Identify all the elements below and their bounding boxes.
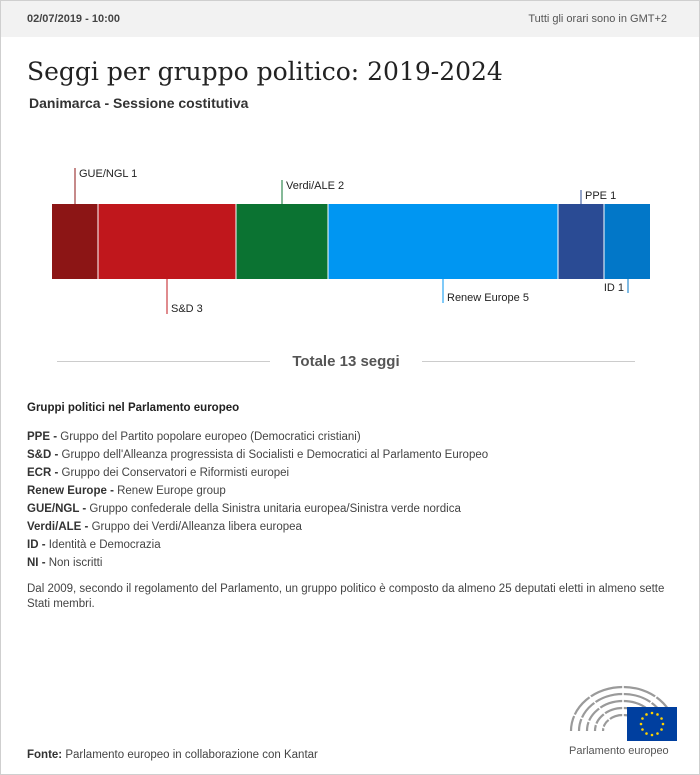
source-text: Parlamento europeo in collaborazione con Kantar xyxy=(65,749,318,761)
groups-heading: Gruppi politici nel Parlamento europeo xyxy=(27,402,240,414)
source-label: Fonte: xyxy=(27,749,63,761)
divider-left xyxy=(57,361,270,362)
bar-segment-verdi-ale xyxy=(236,204,328,279)
data-label-renew-europe: Renew Europe 5 xyxy=(447,292,529,304)
data-label-gue-ngl: GUE/NGL 1 xyxy=(79,168,138,180)
group-name: Identità e Democrazia xyxy=(48,539,161,551)
group-abbr: Verdi/ALE - xyxy=(27,521,89,533)
group-name: Non iscritti xyxy=(48,557,103,569)
group-item xyxy=(27,554,488,572)
data-label-verdi-ale: Verdi/ALE 2 xyxy=(286,180,345,192)
group-item xyxy=(27,536,488,554)
timezone-note: Tutti gli orari sono in GMT+2 xyxy=(528,13,667,25)
group-item xyxy=(27,500,488,518)
bar-segment-gue-ngl xyxy=(52,204,98,279)
group-abbr: ECR - xyxy=(27,467,59,479)
group-name: Gruppo del Partito popolare europeo (Democratici cristiani) xyxy=(60,431,361,443)
group-abbr: GUE/NGL - xyxy=(27,503,87,515)
page-subtitle: Danimarca - Sessione costitutiva xyxy=(29,95,249,111)
group-abbr: S&D - xyxy=(27,449,59,461)
divider-right xyxy=(422,361,635,362)
logo-text: Parlamento europeo xyxy=(569,745,669,757)
rules-note: Dal 2009, secondo il regolamento del Parlamento, un gruppo politico è composto da almeno 25 deputati eletti in almeno sette Stati membri. xyxy=(27,583,665,610)
group-item xyxy=(27,428,488,446)
group-name: Gruppo dell'Alleanza progressista di Socialisti e Democratici al Parlamento Europeo xyxy=(61,449,489,461)
group-name: Gruppo dei Conservatori e Riformisti europei xyxy=(61,467,290,479)
page-title: Seggi per gruppo politico: 2019-2024 xyxy=(27,57,503,86)
data-label-id: ID 1 xyxy=(603,282,624,294)
group-name: Renew Europe group xyxy=(117,485,226,497)
group-abbr: ID - xyxy=(27,539,46,551)
group-name: Gruppo confederale della Sinistra unitaria europea/Sinistra verde nordica xyxy=(89,503,461,515)
bar-segment-s-d xyxy=(98,204,236,279)
group-item xyxy=(27,464,488,482)
groups-legend-list xyxy=(27,428,488,572)
top-bar xyxy=(1,1,699,37)
group-item xyxy=(27,446,488,464)
update-timestamp: 02/07/2019 - 10:00 xyxy=(27,13,120,25)
bar-segment-ppe xyxy=(558,204,604,279)
total-seats-label: Totale 13 seggi xyxy=(292,353,400,370)
group-name: Gruppo dei Verdi/Alleanza libera europea xyxy=(91,521,302,533)
group-abbr: NI - xyxy=(27,557,46,569)
group-abbr: Renew Europe - xyxy=(27,485,114,497)
group-item xyxy=(27,482,488,500)
data-label-ppe: PPE 1 xyxy=(585,190,617,202)
group-item xyxy=(27,518,488,536)
seats-stacked-bar-chart xyxy=(1,151,700,331)
group-abbr: PPE - xyxy=(27,431,58,443)
source-line xyxy=(27,749,318,761)
bar-segment-id xyxy=(604,204,650,279)
total-seats xyxy=(57,353,635,370)
data-label-s-d: S&D 3 xyxy=(171,303,203,315)
bar-segment-renew-europe xyxy=(328,204,558,279)
